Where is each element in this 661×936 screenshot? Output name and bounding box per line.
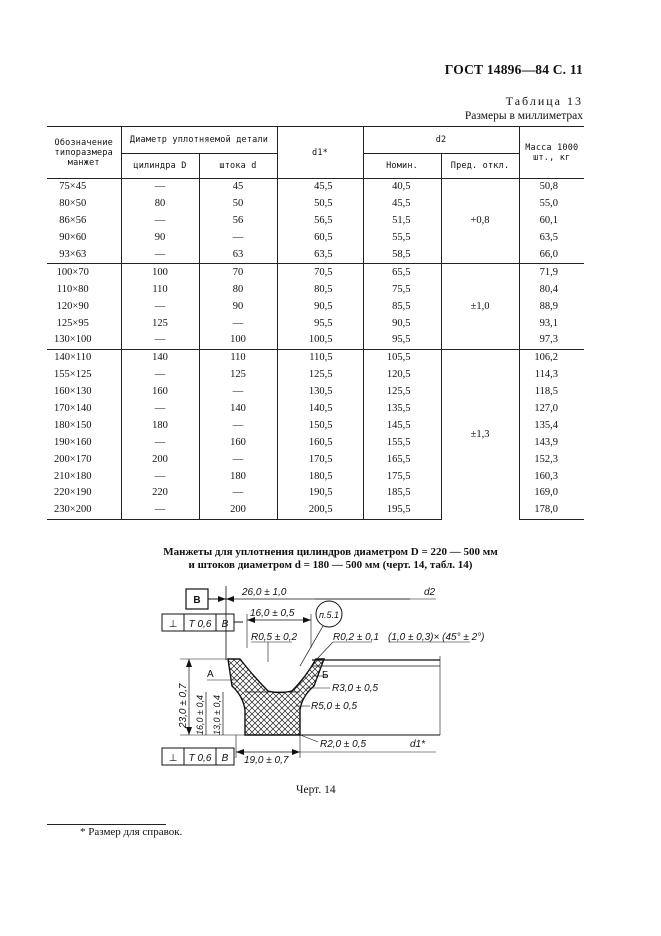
r50-label: R5,0 ± 0,5 xyxy=(311,701,358,712)
cell-designation: 125×95 xyxy=(47,315,121,332)
cell-mass: 63,5 xyxy=(519,230,584,247)
cell-cylinder: 180 xyxy=(121,417,199,434)
cell-designation: 230×200 xyxy=(47,502,121,519)
cell-deviation: ±1,3 xyxy=(441,349,519,519)
cell-d1: 60,5 xyxy=(277,230,363,247)
cell-d1: 95,5 xyxy=(277,315,363,332)
cell-cylinder: — xyxy=(121,502,199,519)
cell-designation: 160×130 xyxy=(47,384,121,401)
units-note: Размеры в миллиметрах xyxy=(464,110,583,122)
tol-datum-top: В xyxy=(221,619,229,630)
cell-rod: 45 xyxy=(199,179,277,196)
cell-cylinder: 200 xyxy=(121,451,199,468)
figure-caption: Черт. 14 xyxy=(296,784,336,796)
perpendicular-icon: ⊥ xyxy=(168,619,178,630)
cell-rod: 180 xyxy=(199,468,277,485)
cell-designation: 130×100 xyxy=(47,332,121,349)
cell-cylinder: — xyxy=(121,332,199,349)
col-cylinder: цилиндра D xyxy=(121,154,199,179)
cell-mass: 152,3 xyxy=(519,451,584,468)
cell-designation: 200×170 xyxy=(47,451,121,468)
tol-datum-bottom: В xyxy=(221,753,229,764)
footnote: * Размер для справок. xyxy=(80,826,183,838)
cell-rod: — xyxy=(199,230,277,247)
dim-13: 13,0 ± 0,4 xyxy=(212,695,222,735)
cell-deviation: ±1,0 xyxy=(441,264,519,349)
col-mass: Масса 1000 шт., кг xyxy=(519,127,584,179)
table-label: Таблица 13 xyxy=(505,94,583,108)
cell-mass: 80,4 xyxy=(519,281,584,298)
cell-mass: 50,8 xyxy=(519,179,584,196)
cell-d1: 160,5 xyxy=(277,434,363,451)
d1-label: d1* xyxy=(410,739,426,750)
cell-mass: 88,9 xyxy=(519,298,584,315)
cell-cylinder: — xyxy=(121,367,199,384)
cell-mass: 97,3 xyxy=(519,332,584,349)
cell-d1: 125,5 xyxy=(277,367,363,384)
cell-designation: 155×125 xyxy=(47,367,121,384)
cell-d2-nominal: 45,5 xyxy=(363,196,441,213)
tolerance-frame-bottom xyxy=(162,748,234,765)
cell-d1: 150,5 xyxy=(277,417,363,434)
cell-mass: 71,9 xyxy=(519,264,584,281)
dim-16v: 16,0 ± 0,4 xyxy=(195,695,205,735)
cell-cylinder: 160 xyxy=(121,384,199,401)
cell-d1: 80,5 xyxy=(277,281,363,298)
dim-23: 23,0 ± 0,7 xyxy=(178,683,189,728)
dim-26: 26,0 ± 1,0 xyxy=(242,587,287,598)
col-d1: d1* xyxy=(277,127,363,179)
cell-rod: 80 xyxy=(199,281,277,298)
tolerance-frame-top xyxy=(162,614,243,631)
cell-mass: 60,1 xyxy=(519,213,584,230)
r30-label: R3,0 ± 0,5 xyxy=(332,683,379,694)
cell-rod: — xyxy=(199,315,277,332)
cell-d1: 110,5 xyxy=(277,349,363,366)
r20-label: R2,0 ± 0,5 xyxy=(320,739,367,750)
cell-cylinder: — xyxy=(121,468,199,485)
cell-rod: — xyxy=(199,384,277,401)
cell-cylinder: 125 xyxy=(121,315,199,332)
cell-cylinder: — xyxy=(121,179,199,196)
cell-designation: 80×50 xyxy=(47,196,121,213)
cell-d1: 50,5 xyxy=(277,196,363,213)
cell-mass: 135,4 xyxy=(519,417,584,434)
col-rod: штока d xyxy=(199,154,277,179)
dim-16: 16,0 ± 0,5 xyxy=(250,608,295,619)
cell-rod: — xyxy=(199,451,277,468)
cell-rod: 160 xyxy=(199,434,277,451)
cell-d2-nominal: 165,5 xyxy=(363,451,441,468)
seal-profile xyxy=(228,659,324,735)
cell-designation: 86×56 xyxy=(47,213,121,230)
cell-d2-nominal: 90,5 xyxy=(363,315,441,332)
cell-cylinder: 140 xyxy=(121,349,199,366)
r02-label: R0,2 ± 0,1 xyxy=(333,632,380,643)
footnote-rule xyxy=(47,824,166,825)
tol-value-top: Т 0,6 xyxy=(188,619,212,630)
cell-rod: 70 xyxy=(199,264,277,281)
datum-label: В xyxy=(193,595,201,606)
cell-d2-nominal: 58,5 xyxy=(363,247,441,264)
cell-deviation: +0,8 xyxy=(441,179,519,264)
note-ref: п.5.1 xyxy=(319,610,339,620)
cell-designation: 180×150 xyxy=(47,417,121,434)
col-diameter-group: Диаметр уплотняемой детали xyxy=(121,127,277,154)
cell-rod: 63 xyxy=(199,247,277,264)
section-title-line1: Манжеты для уплотнения цилиндров диаметром D = 220 — 500 мм xyxy=(163,546,498,558)
cell-d1: 200,5 xyxy=(277,502,363,519)
cell-rod: — xyxy=(199,417,277,434)
cell-rod: 200 xyxy=(199,502,277,519)
cell-d1: 180,5 xyxy=(277,468,363,485)
cell-cylinder: 100 xyxy=(121,264,199,281)
page-header: ГОСТ 14896—84 С. 11 xyxy=(444,62,583,77)
cell-mass: 178,0 xyxy=(519,502,584,519)
cell-cylinder: — xyxy=(121,247,199,264)
cell-cylinder: 90 xyxy=(121,230,199,247)
col-deviation: Пред. откл. xyxy=(441,154,519,179)
cell-d1: 140,5 xyxy=(277,401,363,418)
cell-d2-nominal: 125,5 xyxy=(363,384,441,401)
cell-d2-nominal: 145,5 xyxy=(363,417,441,434)
cell-mass: 160,3 xyxy=(519,468,584,485)
cell-d1: 45,5 xyxy=(277,179,363,196)
col-nominal: Номин. xyxy=(363,154,441,179)
cell-d1: 190,5 xyxy=(277,485,363,502)
perpendicular-icon: ⊥ xyxy=(168,753,178,764)
cell-d2-nominal: 120,5 xyxy=(363,367,441,384)
cell-mass: 66,0 xyxy=(519,247,584,264)
cell-cylinder: 220 xyxy=(121,485,199,502)
cell-d2-nominal: 51,5 xyxy=(363,213,441,230)
cell-mass: 169,0 xyxy=(519,485,584,502)
cell-cylinder: — xyxy=(121,213,199,230)
cell-d2-nominal: 55,5 xyxy=(363,230,441,247)
cell-d2-nominal: 40,5 xyxy=(363,179,441,196)
cell-designation: 210×180 xyxy=(47,468,121,485)
tol-value-bottom: Т 0,6 xyxy=(188,753,212,764)
col-d2: d2 xyxy=(363,127,519,154)
cell-rod: 110 xyxy=(199,349,277,366)
cell-mass: 127,0 xyxy=(519,401,584,418)
cell-cylinder: 110 xyxy=(121,281,199,298)
cell-designation: 120×90 xyxy=(47,298,121,315)
section-title-line2: и штоков диаметром d = 180 — 500 мм (черт. 14, табл. 14) xyxy=(188,559,473,571)
cell-d2-nominal: 195,5 xyxy=(363,502,441,519)
col-designation: Обозначение типоразмера манжет xyxy=(47,127,121,179)
cell-d2-nominal: 155,5 xyxy=(363,434,441,451)
cell-d2-nominal: 65,5 xyxy=(363,264,441,281)
cell-d1: 90,5 xyxy=(277,298,363,315)
cell-cylinder: 80 xyxy=(121,196,199,213)
cell-d1: 56,5 xyxy=(277,213,363,230)
cell-designation: 190×160 xyxy=(47,434,121,451)
cell-rod: 100 xyxy=(199,332,277,349)
label-b: Б xyxy=(322,670,329,681)
cell-rod: 140 xyxy=(199,401,277,418)
cell-designation: 170×140 xyxy=(47,401,121,418)
cell-designation: 93×63 xyxy=(47,247,121,264)
d2-label: d2 xyxy=(424,587,436,598)
cell-designation: 100×70 xyxy=(47,264,121,281)
cell-d2-nominal: 135,5 xyxy=(363,401,441,418)
r05-label: R0,5 ± 0,2 xyxy=(251,632,298,643)
cell-cylinder: — xyxy=(121,298,199,315)
cell-d1: 63,5 xyxy=(277,247,363,264)
cell-d2-nominal: 75,5 xyxy=(363,281,441,298)
cell-mass: 118,5 xyxy=(519,384,584,401)
dim-19: 19,0 ± 0,7 xyxy=(244,755,289,766)
cell-designation: 110×80 xyxy=(47,281,121,298)
cell-d2-nominal: 95,5 xyxy=(363,332,441,349)
cell-cylinder: — xyxy=(121,401,199,418)
label-a: А xyxy=(207,669,214,680)
cell-d2-nominal: 175,5 xyxy=(363,468,441,485)
cell-mass: 143,9 xyxy=(519,434,584,451)
cell-designation: 140×110 xyxy=(47,349,121,366)
cell-d2-nominal: 185,5 xyxy=(363,485,441,502)
cell-rod: 90 xyxy=(199,298,277,315)
cell-mass: 55,0 xyxy=(519,196,584,213)
cell-d2-nominal: 85,5 xyxy=(363,298,441,315)
cell-d1: 70,5 xyxy=(277,264,363,281)
cell-designation: 220×190 xyxy=(47,485,121,502)
cell-rod: 125 xyxy=(199,367,277,384)
cell-designation: 90×60 xyxy=(47,230,121,247)
cell-d1: 170,5 xyxy=(277,451,363,468)
cell-d2-nominal: 105,5 xyxy=(363,349,441,366)
chamfer-label: (1,0 ± 0,3)× (45° ± 2°) xyxy=(388,632,485,643)
cell-mass: 93,1 xyxy=(519,315,584,332)
cell-cylinder: — xyxy=(121,434,199,451)
cell-rod: 50 xyxy=(199,196,277,213)
cell-rod: 56 xyxy=(199,213,277,230)
cell-designation: 75×45 xyxy=(47,179,121,196)
cell-d1: 100,5 xyxy=(277,332,363,349)
cell-d1: 130,5 xyxy=(277,384,363,401)
cell-rod: — xyxy=(199,485,277,502)
cell-mass: 106,2 xyxy=(519,349,584,366)
cell-mass: 114,3 xyxy=(519,367,584,384)
